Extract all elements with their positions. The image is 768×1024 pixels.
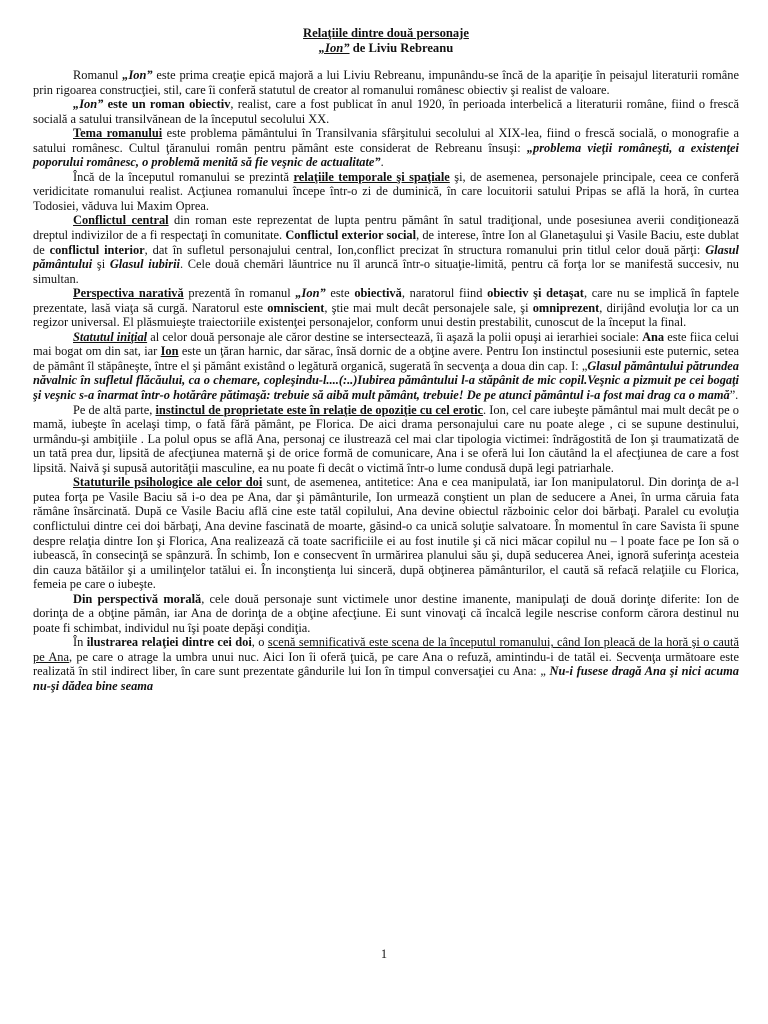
text-run: este prima creaţie epică majoră a lui Liviu Rebreanu, impunându-se încă de la apariţie în peisajul literaturii române prin rigoarea construcţiei, stil, care îi conferă statutul de creator al romanului românesc obiectiv şi realist de valoare.	[33, 68, 739, 97]
text-run: Pe de altă parte,	[73, 402, 156, 417]
paragraph-objective-novel	[33, 97, 739, 126]
text-run: sunt, de asemenea, antitetice: Ana e cea manipulată, iar Ion manipulatorul. Din dorinţa de a-l putea forţa pe Vasile Baciu să i-o dea pe Ana, dar şi pământurile, Ion urmează conştient un plan de seducere a Anei, în urma căruia fata rămâne însărcinată. După ce Vasile Baciu află cine este tatăl copilului, Ana devine obiectul războinic celor doi bărbaţi. Paralel cu evoluţia conflictului dintre cei doi bărbaţi, Ana devine fascinată de moarte, găsind-o ca unică soluţie salvatoare. În momentul în care Savista îi spune despre relaţia dintre Ion şi Florica, Ana realizează că toate sacrificiile ei au fost inutile şi că nici măcar copilul nu – l poate face pe Ion să o iubească, în consecinţă se spânzură. În schimb, Ion e consecvent în urmărirea planului său şi, după seducerea Anei, ignoră suferinţa acesteia din cauza bătăilor şi a umilinţelor tatălui ei. În inconştienţa lui sinceră, după obţinerea pământurilor, el caută să refacă relaţiile cu Florica, femeia pe care o iubeşte.	[33, 475, 739, 592]
text-run-bold-italic: Glasul iubirii	[109, 257, 180, 272]
text-run: . Cele două chemări lăuntrice nu îl aruncă într-o situaţie-limită, pentru că forţa lor se manifestă succesiv, nu simultan.	[33, 257, 740, 286]
text-run-bold-italic: „problema vieţii româneşti, a existenţei poporului românesc, o problemă menită să fie veşnic de actualitate”	[33, 140, 739, 170]
text-run-bold: omniprezent	[532, 300, 600, 315]
text-run-bold: omniscient	[267, 300, 325, 315]
paragraph-initial-status	[33, 330, 739, 403]
text-run: , dat în sufletul personajului central, Ion,conflict precizat în structura romanului prin titlul celor două părţi:	[144, 242, 706, 257]
text-run-bold-italic: Glasul pământului	[33, 242, 739, 272]
text-run: este	[325, 286, 355, 301]
text-run: În	[73, 635, 87, 650]
text-run-bold-underline: Perspectiva narativă	[73, 286, 184, 301]
text-run: din roman este reprezentat de lupta pentru pământ în satul tradiţional, unde posesiunea averii condiţionează dreptul indivizilor de a fi respectaţi în comunitate.	[33, 213, 739, 243]
text-run-bold-underline: instinctul de proprietate este în relaţie de opoziţie cu cel erotic	[155, 402, 484, 417]
text-run: , dirijând evoluţia lor ca un regizor universal. El plăsmuieşte traiectoriile existenţei personajelor, conform unui destin prestabilit, cunoscut de la început la final.	[33, 300, 739, 330]
title-author: de Liviu Rebreanu	[349, 41, 454, 55]
text-run-bold: obiectiv şi detaşat	[487, 286, 584, 301]
text-run-bold-italic: „Ion”	[73, 97, 104, 112]
spacer	[33, 56, 739, 68]
text-run-bold-underline: relaţiile temporale şi spaţiale	[293, 169, 450, 184]
text-run-bold: Ana	[642, 329, 665, 344]
text-run-bold: Conflictul exterior social	[285, 228, 417, 243]
text-run: al celor două personaje ale căror destine se intersectează, îi aşază la polii opuşi ai ierarhiei sociale:	[147, 329, 643, 344]
text-run: , naratorul fiind	[401, 286, 488, 301]
paragraph-time-space	[33, 170, 739, 214]
paragraph-psychological-status	[33, 475, 739, 591]
text-run-bold: ilustrarea relaţiei dintre cei doi	[86, 635, 252, 650]
text-run-bold: conflictul interior	[49, 242, 145, 257]
text-run: , ştie mai mult decât personajele sale, şi	[324, 300, 533, 315]
text-run: Romanul	[73, 68, 123, 82]
text-run: , care nu se implică în faptele prezentate, lasă viaţa să curgă. Naratorul este	[33, 286, 740, 315]
text-run: şi, de asemenea, personajele principale, ceea ce conferă veridicitate romanului realist. Acţiunea romanului începe într-o zi de duminică, în care locuitorii satului Pripas se află la horă, în curtea Todosiei, văduva lui Maxim Oprea.	[33, 169, 739, 213]
quote-bold-italic: Nu-i fusese dragă Ana şi nici acuma nu-şi dădea bine seama	[33, 664, 740, 693]
text-run-bold-underline: Ion	[160, 344, 179, 359]
paragraph-relationship-scene	[33, 635, 739, 693]
document-page	[33, 26, 739, 694]
text-run-underline: scenă semnificativă este scena de la începutul romanului, când Ion pleacă de la horă şi o caută pe Ana	[33, 635, 739, 664]
title-line-1: Relaţiile dintre două personaje	[303, 26, 469, 40]
text-run: este problema pământului în Transilvania sfârşitului secolului al XIX-lea, fiind o frescă socială, o monografie a satului românesc. Cultul ţăranului român pentru pământ este considerat de Rebreanu însuşi:	[33, 126, 739, 155]
text-run-bold-underline: Statuturile psihologice ale celor doi	[73, 475, 263, 490]
paragraph-property-instinct	[33, 403, 739, 476]
text-run: , pe care o atrage la umbra unui nuc. Aici Ion îi oferă ţuică, pe care Ana o refuză, amintindu-i de tatăl ei. Secvenţa următoare este realizată în stil indirect liber, în care sunt prezentate gândurile lui Ion în timpul conversaţiei cu Ana: „	[33, 649, 739, 679]
paragraph-moral-perspective	[33, 592, 739, 636]
text-run-bold: Din perspectivă morală	[73, 591, 202, 606]
text-run: , de interese, între Ion al Glanetaşului şi Vasile Baciu, este dublat de	[33, 228, 740, 257]
paragraph-conflict	[33, 213, 739, 286]
quote-bold-italic: Glasul pământului pătrundea năvalnic în sufletul flăcăului, ca o chemare, copleşindu-l....(:..)Iubirea pământului l-a stăpânit de mic copil.Veşnic a pizmuit pe cei bogaţi şi veşnic s-a înarmat într-o hotărâre pătimaşă: trebuie să aibă mult pământ, trebuie! De pe atunci pământul i-a fost mai drag ca o mamă	[33, 358, 739, 403]
text-run: , o	[251, 635, 268, 650]
page-number: 1	[380, 947, 388, 961]
text-run-bold-italic: „Ion”	[122, 68, 153, 82]
text-run: . Ion, cel care iubeşte pământul mai mult decât pe o mamă, iubeşte în acelaşi timp, o fată fără pământ, pe Florica. De aici drama personajului care nu poate alege , ci se supune destinului, urmându-şi ambiţiile . La polul opus se află Ana, personaj ce ilustrează cel mai clar tipologia victimei: îndrăgostită de Ion şi traumatizată de un tată prea dur, lipsită de afecţiunea maternă şi de orice formă de comunicare, Ana i se oferă lui Ion căutând la el afecţiunea de care a fost lipsită. Naivă şi supusă autorităţii masculine, ea nu poate fi decât o victimă într-o lume condusă după legi patriarhale.	[33, 402, 739, 475]
text-run: este un ţăran harnic, dar sărac, însă dornic de a obţine avere. Pentru Ion instinctul posesiunii este puternic, setea de pământ îl stăpâneşte, între el şi pământ existând o legătură organică, sugerată în secvenţa a doua din cap. I: „	[33, 344, 739, 373]
paragraph-narrative-perspective	[33, 286, 739, 330]
text-run-bold-italic-underline: Statutul iniţial	[73, 329, 148, 344]
text-run: ”.	[729, 388, 739, 403]
document-title	[33, 26, 739, 56]
text-run-bold-underline: Tema romanului	[73, 126, 163, 141]
paragraph-intro	[33, 68, 739, 97]
text-run: prezentă în romanul	[183, 286, 296, 301]
title-novel-name: „Ion”	[318, 41, 350, 55]
text-run-bold: obiectivă	[354, 286, 402, 301]
text-run: este fiica celui mai bogat om din sat, iar	[33, 329, 739, 359]
paragraph-theme	[33, 126, 739, 170]
text-run-bold-italic: „Ion”	[295, 286, 326, 301]
text-run: Încă de la începutul romanului se prezintă	[73, 169, 294, 184]
text-run-bold: este un roman obiectiv	[103, 97, 231, 112]
text-run: .	[380, 155, 384, 170]
text-run: , cele două personaje sunt victimele unor destine imanente, manipulaţi de două dorinţe diferite: Ion de dorinţa de a obţine pămân, iar Ana de dorinţa de a obţine afecţiune. Ei sunt vinovaţi că încalcă legile nescrise conform cărora destinul nu poate fi schimbat, individul nu îşi poate depăşi condiţia.	[33, 591, 739, 635]
text-run: şi	[92, 257, 110, 272]
text-run: , realist, care a fost publicat în anul 1920, în perioada interbelică a literaturii române, fiind o frescă socială a satului transilvănean de la începutul secolului XX.	[33, 97, 739, 126]
text-run-bold-underline: Conflictul central	[73, 213, 169, 228]
